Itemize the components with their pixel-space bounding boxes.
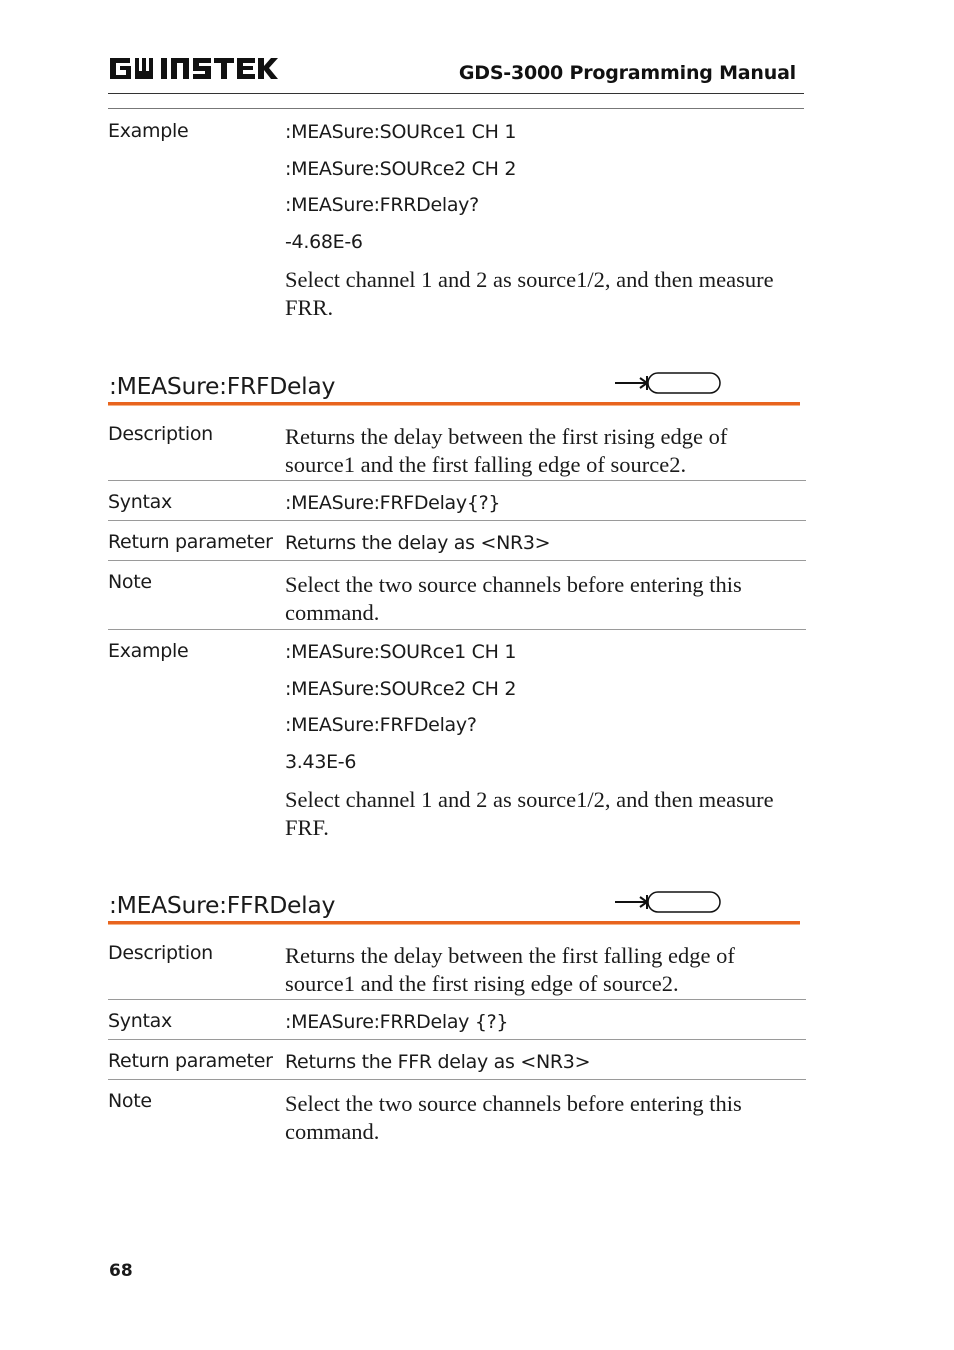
example-label: Example	[108, 120, 189, 142]
note-label: Note	[108, 1090, 152, 1112]
syntax-label: Syntax	[108, 491, 172, 513]
header-rule	[108, 93, 804, 94]
syntax-label: Syntax	[108, 1010, 172, 1032]
note-text: Select the two source channels before entering this command.	[285, 572, 742, 625]
frf-description-row	[108, 413, 806, 481]
note-label: Note	[108, 571, 152, 593]
example-line: :MEASure:SOURce1 CH 1	[285, 121, 517, 143]
example-label: Example	[108, 640, 189, 662]
top-example-block	[108, 110, 806, 322]
syntax-text: :MEASure:FRFDelay{?}	[285, 492, 501, 514]
example-line: :MEASure:SOURce2 CH 2	[285, 157, 517, 180]
section-rule	[108, 921, 800, 925]
ffr-description-row	[108, 932, 806, 1000]
header-rule-thin	[108, 108, 804, 109]
section-rule	[108, 402, 800, 406]
manual-title: GDS-3000 Programming Manual	[458, 62, 796, 84]
gw-instek-logo	[108, 54, 278, 84]
example-content	[285, 110, 806, 322]
page-number: 68	[109, 1261, 133, 1281]
example-content	[285, 630, 806, 842]
note-text: Select the two source channels before entering this command.	[285, 1091, 742, 1144]
description-text: Returns the delay between the first rising edge of source1 and the first falling edge of source2.	[285, 424, 728, 477]
page-header	[108, 52, 804, 86]
example-line: :MEASure:FRFDelay?	[285, 714, 477, 737]
example-line: :MEASure:FRRDelay?	[285, 194, 479, 217]
description-label: Description	[108, 423, 213, 445]
return-label: Return parameter	[108, 1050, 273, 1072]
ffr-command-title: :MEASure:FFRDelay	[109, 891, 336, 919]
example-line: :MEASure:SOURce2 CH 2	[285, 677, 517, 700]
example-line: 3.43E-6	[285, 750, 357, 773]
example-note: Select channel 1 and 2 as source1/2, and then measure FRF.	[285, 787, 774, 841]
ffr-syntax-row	[108, 1000, 806, 1040]
example-note: Select channel 1 and 2 as source1/2, and then measure FRR.	[285, 267, 774, 321]
example-line: :MEASure:SOURce1 CH 1	[285, 641, 517, 663]
example-line: -4.68E-6	[285, 230, 363, 253]
frf-example-row	[108, 630, 806, 842]
description-label: Description	[108, 942, 213, 964]
syntax-text: :MEASure:FRRDelay {?}	[285, 1011, 509, 1033]
return-text: Returns the FFR delay as <NR3>	[285, 1051, 591, 1073]
frf-section-title	[108, 366, 800, 406]
frf-note-row	[108, 561, 806, 630]
frf-return-row	[108, 521, 806, 561]
ffr-return-row	[108, 1040, 806, 1080]
frf-table	[108, 413, 806, 842]
return-text: Returns the delay as <NR3>	[285, 532, 551, 554]
description-text: Returns the delay between the first falling edge of source1 and the first rising edge of source2.	[285, 943, 735, 996]
frf-syntax-row	[108, 481, 806, 521]
query-arrow-icon	[614, 371, 722, 395]
ffr-section-title	[108, 885, 800, 925]
example-row	[108, 110, 806, 322]
query-arrow-icon	[614, 890, 722, 914]
ffr-note-row	[108, 1080, 806, 1148]
frf-command-title: :MEASure:FRFDelay	[109, 372, 336, 400]
ffr-table	[108, 932, 806, 1148]
return-label: Return parameter	[108, 531, 273, 553]
